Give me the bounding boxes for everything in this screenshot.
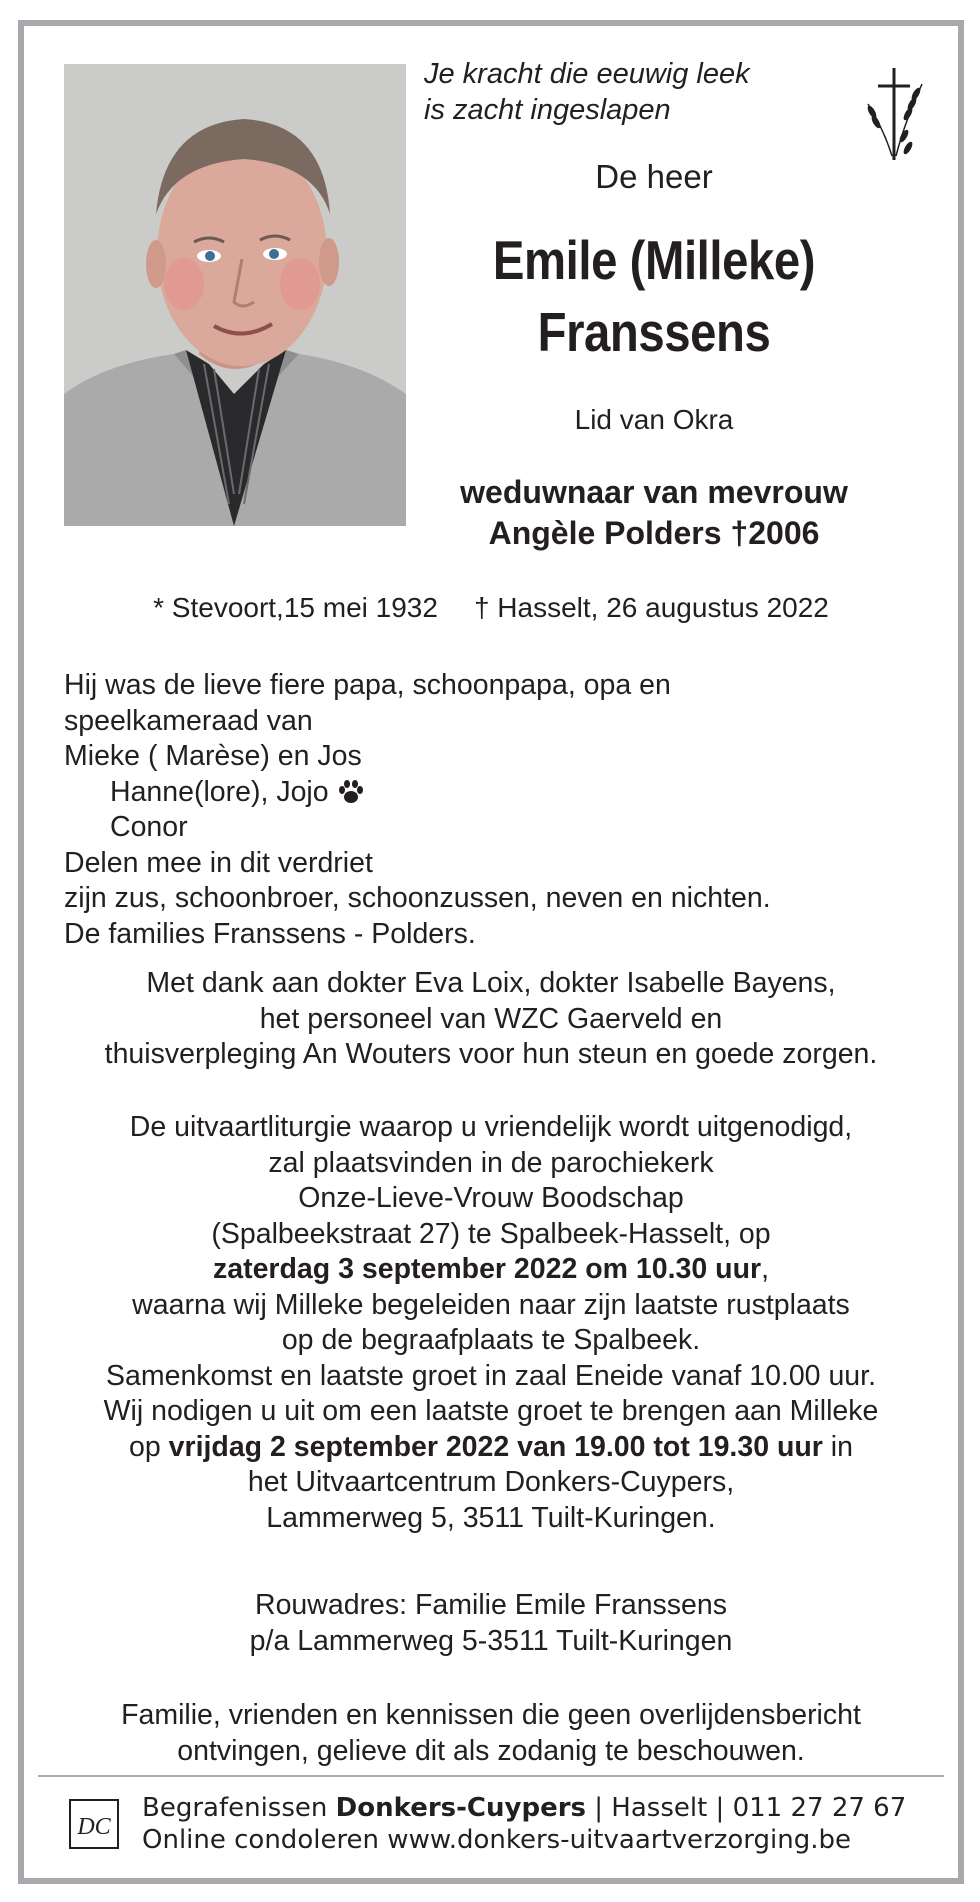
obituary-card	[18, 20, 964, 1884]
visitation-tail: in	[822, 1430, 853, 1463]
thanks-line: Met dank aan dokter Eva Loix, dokter Isabelle Bayens,	[146, 967, 836, 999]
quote-line: is zacht ingeslapen	[424, 94, 671, 126]
closing-note	[24, 1698, 958, 1769]
service-line: Wij nodigen u uit om een laatste groet te brengen aan Milleke	[103, 1395, 879, 1427]
paw-icon	[337, 779, 365, 805]
address-line: p/a Lammerweg 5-3511 Tuilt-Kuringen	[249, 1624, 733, 1657]
note-line: Familie, vrienden en kennissen die geen overlijdensbericht	[121, 1699, 861, 1731]
portrait-photo	[64, 64, 406, 526]
footer-divider	[38, 1775, 944, 1777]
funeral-home-logo	[68, 1798, 120, 1850]
service-date-tail: ,	[761, 1253, 769, 1285]
deceased-name	[473, 224, 834, 368]
note-line: ontvingen, gelieve dit als zodanig te beschouwen.	[177, 1734, 805, 1767]
name-line: Emile (Milleke)	[492, 229, 816, 291]
birth-date: * Stevoort,15 mei 1932	[153, 592, 438, 623]
service-line: Samenkomst en laatste groet in zaal Eneide vanaf 10.00 uur.	[106, 1359, 876, 1392]
death-date: † Hasselt, 26 augustus 2022	[473, 592, 829, 623]
membership: Lid van Okra	[574, 404, 734, 435]
mourning-address	[24, 1588, 958, 1659]
service-line: Onze-Lieve-Vrouw Boodschap	[298, 1182, 684, 1214]
visitation-date: vrijdag 2 september 2022 van 19.00 tot 19.30 uur	[168, 1430, 823, 1463]
family-text	[64, 668, 771, 952]
service-date: zaterdag 3 september 2022 om 10.30 uur	[212, 1253, 762, 1285]
service-date-line	[24, 1252, 958, 1288]
service-line: op de begraafplaats te Spalbeek.	[281, 1324, 701, 1356]
funeral-service-text	[24, 1110, 958, 1536]
thanks-line: thuisverpleging An Wouters voor hun steun en goede zorgen.	[104, 1038, 878, 1070]
company-name: Donkers-Cuypers	[335, 1793, 587, 1823]
service-line: De uitvaartliturgie waarop u vriendelijk wordt uitgenodigd,	[129, 1111, 853, 1143]
family-line-grandchildren	[64, 775, 771, 811]
widower-line: weduwnaar van mevrouw	[460, 474, 848, 510]
family-line: speelkameraad van	[64, 704, 313, 737]
widower-of	[404, 472, 904, 554]
family-line: Delen mee in dit verdriet	[64, 846, 373, 879]
family-line: Conor	[110, 811, 188, 843]
family-line: Hij was de lieve fiere papa, schoonpapa, opa en	[64, 669, 671, 701]
family-line: zijn zus, schoonbroer, schoonzussen, neven en nichten.	[64, 882, 771, 914]
family-line: Mieke ( Marèse) en Jos	[64, 740, 362, 772]
service-line: Lammerweg 5, 3511 Tuilt-Kuringen.	[266, 1501, 716, 1534]
service-line: (Spalbeekstraat 27) te Spalbeek-Hasselt, op	[211, 1217, 771, 1250]
cross-with-wheat-icon	[854, 64, 934, 164]
service-line: zal plaatsvinden in de parochiekerk	[268, 1146, 714, 1179]
footer-pre: Begrafenissen	[142, 1793, 336, 1823]
family-line: De families Franssens - Polders.	[64, 917, 476, 950]
name-line: Franssens	[537, 301, 771, 363]
funeral-home-footer	[142, 1792, 906, 1856]
svg-text:DC: DC	[77, 1814, 111, 1840]
portrait-illustration	[64, 64, 406, 526]
footer-contact: | Hasselt | 011 27 27 67	[586, 1793, 907, 1823]
opening-quote	[424, 56, 750, 128]
visitation-pre: op	[129, 1430, 169, 1463]
address-line: Rouwadres: Familie Emile Franssens	[255, 1589, 727, 1621]
footer-line-1	[142, 1792, 906, 1824]
footer-condolence-link[interactable]: Online condoleren www.donkers-uitvaartverzorging.be	[142, 1825, 851, 1855]
life-dates	[24, 592, 958, 624]
service-line: het Uitvaartcentrum Donkers-Cuypers,	[247, 1466, 735, 1498]
widower-line: Angèle Polders †2006	[488, 515, 820, 551]
thanks-text	[24, 966, 958, 1073]
thanks-line: het personeel van WZC Gaerveld en	[259, 1002, 723, 1035]
quote-line: Je kracht die eeuwig leek	[424, 58, 750, 90]
service-line: waarna wij Milleke begeleiden naar zijn laatste rustplaats	[132, 1288, 850, 1321]
grandchildren-names: Hanne(lore), Jojo	[110, 775, 329, 808]
visitation-date-line	[24, 1430, 958, 1466]
salutation: De heer	[595, 158, 713, 195]
